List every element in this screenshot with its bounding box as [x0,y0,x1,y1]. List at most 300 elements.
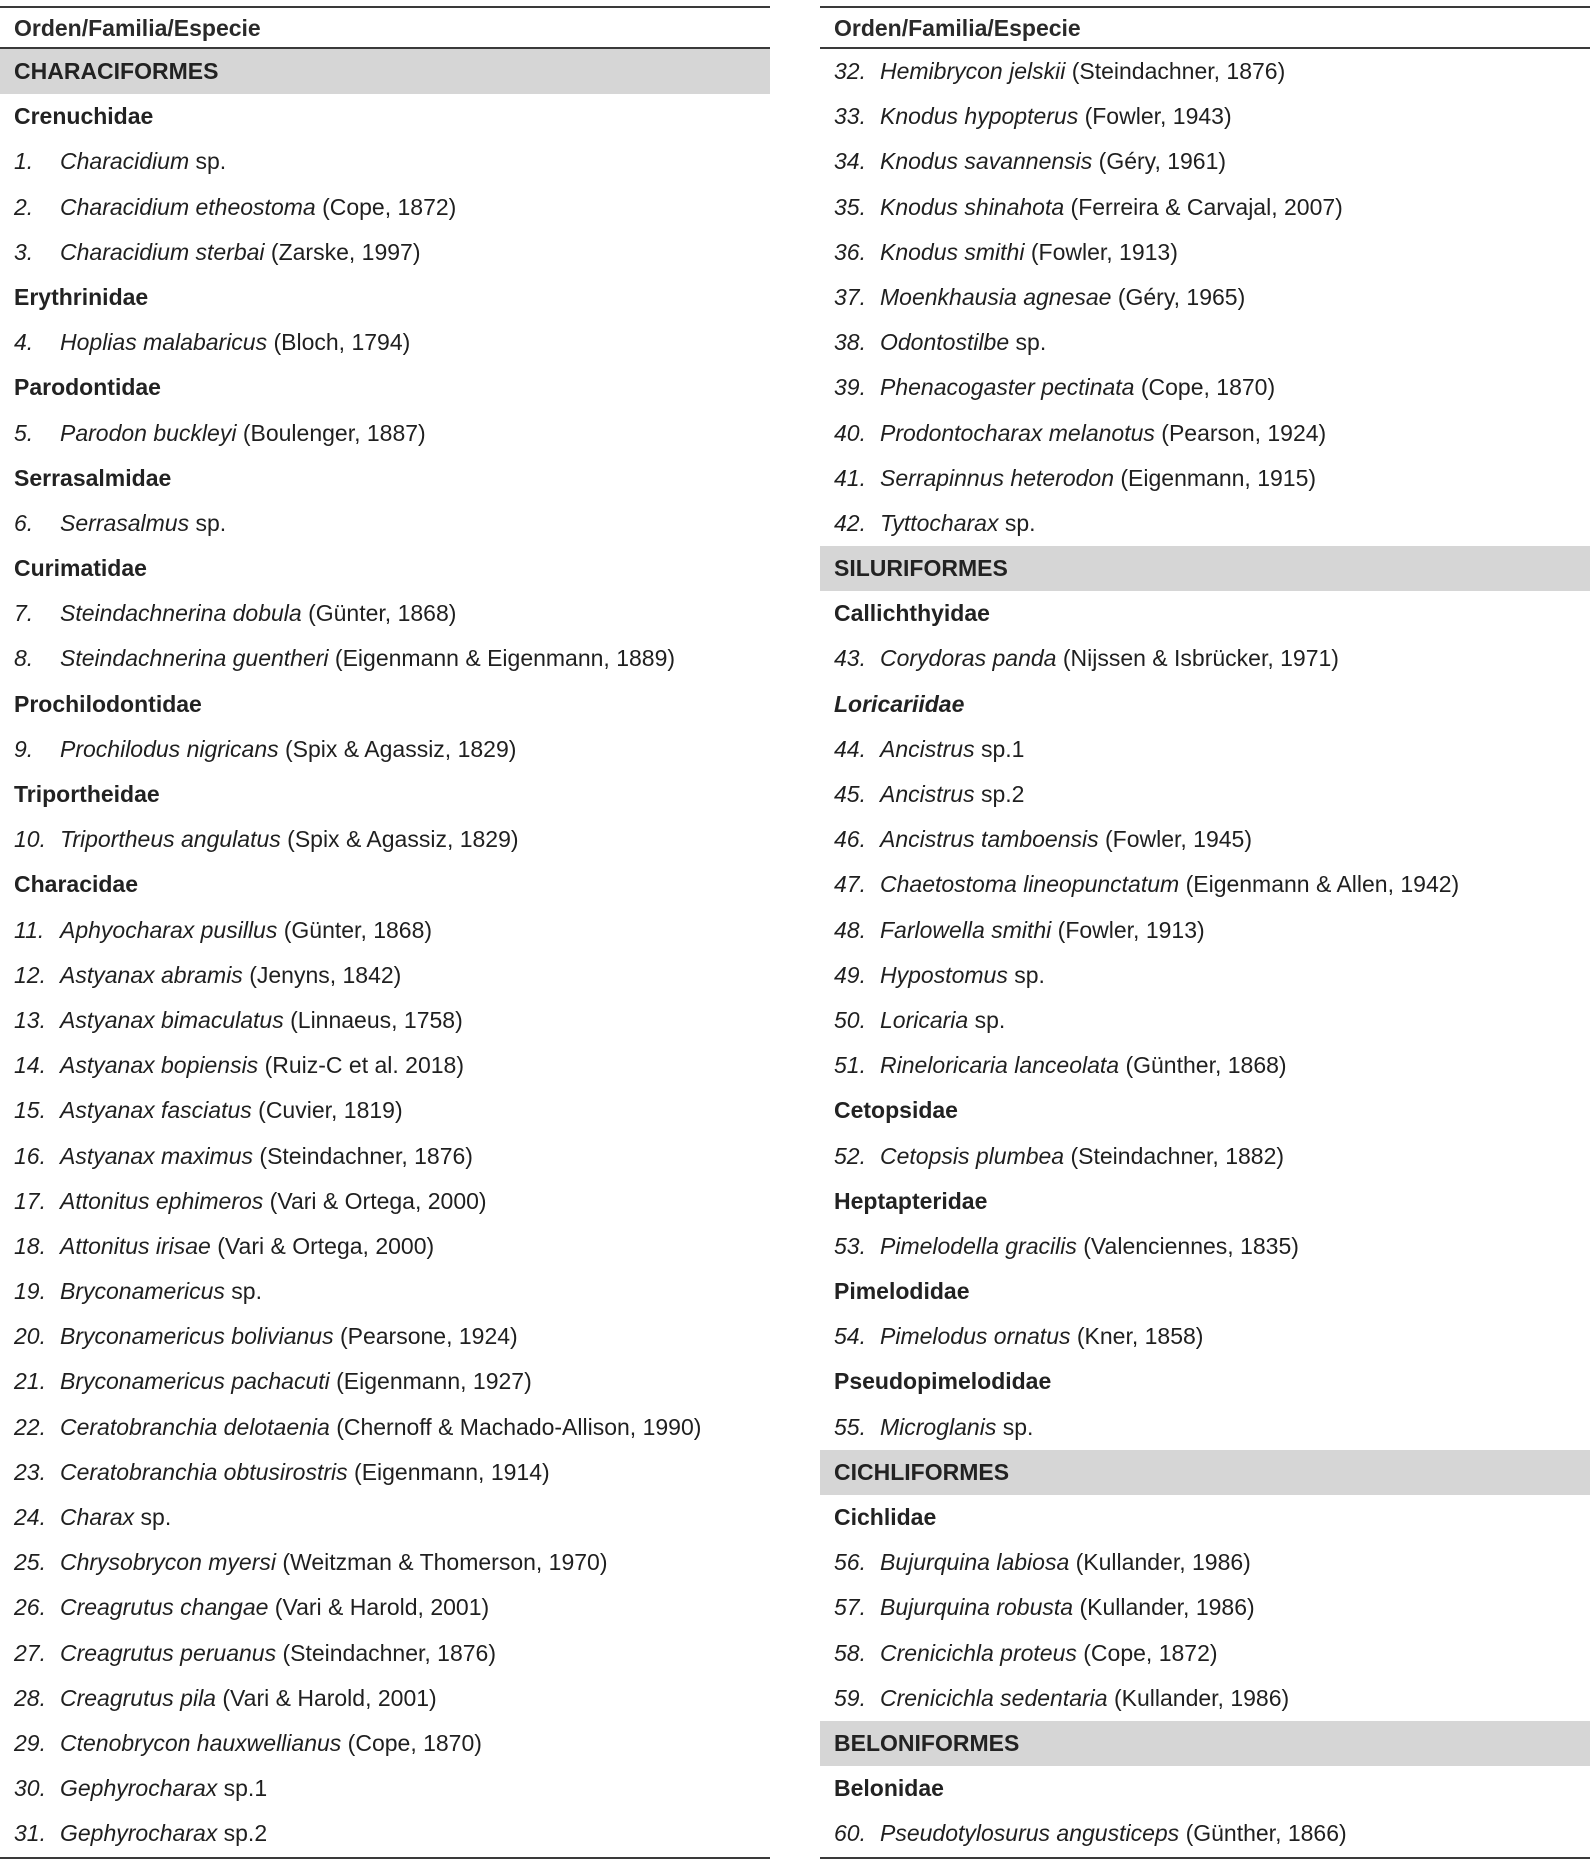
species-entry [60,1676,437,1721]
species-authority: (Günter, 1868) [277,916,433,943]
species-authority: (Chernoff & Machado-Allison, 1990) [329,1413,702,1440]
family-row: Loricariidae [834,690,965,717]
species-number: 32. [834,58,866,84]
species-entry [60,908,432,953]
species-authority: sp. [189,509,227,536]
species-row [0,953,770,998]
species-name: Bryconamericus pachacuti [60,1368,330,1395]
species-number: 26. [14,1594,46,1621]
family-row: Cetopsidae [834,1097,958,1124]
species-row [820,411,1590,456]
species-authority: (Steindachner, 1876) [1065,58,1286,84]
species-row [0,1811,770,1856]
species-row [820,953,1590,998]
species-row [820,1631,1590,1676]
species-row [820,365,1590,410]
species-number: 3. [14,238,34,265]
species-entry [880,817,1252,862]
species-authority: (Valenciennes, 1835) [1076,1232,1299,1259]
species-row [820,908,1590,953]
order-row: CHARACIFORMES [0,49,770,94]
species-authority: (Kullander, 1986) [1069,1549,1251,1576]
species-name: Knodus hypopterus [880,103,1079,130]
species-entry [880,185,1343,230]
species-row [0,998,770,1043]
species-number: 2. [14,193,34,220]
species-authority: (Eigenmann & Allen, 1942) [1179,871,1460,898]
species-name: Hoplias malabaricus [60,329,268,356]
species-name: Chrysobrycon myersi [60,1549,276,1576]
species-entry [60,998,463,1043]
species-row [820,1405,1590,1450]
species-authority: sp. [1009,329,1047,356]
species-number: 50. [834,1006,866,1033]
species-row [0,1314,770,1359]
species-entry [60,1134,473,1179]
species-name: Pimelodus ornatus [880,1323,1071,1350]
species-entry [60,1766,267,1811]
species-number: 18. [14,1232,46,1259]
species-number: 54. [834,1323,866,1350]
species-number: 39. [834,374,866,401]
species-entry [880,636,1339,681]
species-authority: (Spix & Agassiz, 1829) [280,826,519,853]
family-row: Erythrinidae [14,283,149,310]
species-row [820,1314,1590,1359]
species-name: Ancistrus [880,735,975,762]
species-row [820,817,1590,862]
species-row [820,230,1590,275]
species-entry [880,908,1205,953]
species-authority: (Bloch, 1794) [267,329,411,356]
species-row [0,1359,770,1404]
species-entry [60,1495,171,1540]
species-entry [60,501,226,546]
species-entry [60,591,456,636]
species-name: Rineloricaria lanceolata [880,1052,1120,1079]
species-number: 59. [834,1684,866,1711]
species-entry [60,636,675,681]
species-number: 11. [14,916,45,943]
species-authority: (Linnaeus, 1758) [283,1006,463,1033]
species-entry [880,411,1326,456]
species-row [0,1269,770,1314]
species-name: Astyanax abramis [60,961,243,988]
species-entry [880,230,1178,275]
species-authority: (Fowler, 1943) [1078,103,1232,130]
species-entry [880,501,1036,546]
species-number: 13. [14,1006,46,1033]
species-entry [60,1359,532,1404]
family-row: Parodontidae [14,374,161,401]
species-authority: (Boulenger, 1887) [236,419,426,446]
species-row [0,1766,770,1811]
species-entry [880,862,1459,907]
species-authority: (Pearsone, 1924) [333,1323,518,1350]
species-row [820,636,1590,681]
species-authority: (Fowler, 1913) [1051,916,1205,943]
species-authority: (Kullander, 1986) [1073,1594,1255,1621]
species-row [820,94,1590,139]
species-entry [60,817,519,862]
species-row [0,1224,770,1269]
species-number: 49. [834,961,866,988]
species-authority: (Ferreira & Carvajal, 2007) [1064,193,1343,220]
species-authority: (Cope, 1872) [1076,1639,1218,1666]
species-name: Crenicichla proteus [880,1639,1077,1666]
species-authority: sp. [1007,961,1045,988]
species-number: 41. [834,464,866,491]
family-row: Crenuchidae [14,103,154,130]
species-name: Attonitus irisae [60,1232,211,1259]
species-number: 16. [14,1142,46,1169]
species-name: Ancistrus tamboensis [880,826,1099,853]
species-authority: (Günther, 1866) [1179,1820,1347,1847]
species-row [0,1088,770,1133]
species-number: 37. [834,283,866,310]
species-number: 9. [14,735,34,762]
species-name: Characidium [60,148,190,175]
species-row [820,998,1590,1043]
species-name: Knodus shinahota [880,193,1065,220]
species-authority: (Nijssen & Isbrücker, 1971) [1056,645,1339,672]
species-number: 56. [834,1549,866,1576]
family-row: Serrasalmidae [14,464,172,491]
species-row [820,862,1590,907]
species-row [820,1540,1590,1585]
species-name: Astyanax bopiensis [60,1052,259,1079]
species-row [820,320,1590,365]
species-entry [880,1314,1203,1359]
species-authority: sp. [968,1006,1006,1033]
family-row: Pimelodidae [834,1278,970,1305]
species-name: Parodon buckleyi [60,419,237,446]
species-entry [60,1540,608,1585]
family-row: Characidae [14,871,139,898]
species-row [0,411,770,456]
species-name: Loricaria [880,1006,969,1033]
species-row [0,1043,770,1088]
species-number: 43. [834,645,866,672]
species-row [820,1585,1590,1630]
species-number: 55. [834,1413,866,1440]
species-row [820,456,1590,501]
species-name: Ctenobrycon hauxwellianus [60,1729,342,1756]
species-number: 12. [14,961,46,988]
species-entry [60,1811,267,1856]
species-number: 7. [14,600,34,627]
species-name: Pseudotylosurus angusticeps [880,1820,1180,1847]
species-row [0,1405,770,1450]
species-name: Microglanis [880,1413,997,1440]
species-number: 23. [14,1458,46,1485]
species-number: 20. [14,1323,46,1350]
species-authority: (Cope, 1870) [1134,374,1276,401]
species-row [0,1179,770,1224]
species-entry [60,139,226,184]
species-name: Characidium etheostoma [60,193,316,220]
species-name: Gephyrocharax [60,1820,218,1847]
species-number: 14. [14,1052,46,1079]
species-entry [880,365,1275,410]
species-number: 27. [14,1639,46,1666]
species-number: 25. [14,1549,46,1576]
species-authority: (Kullander, 1986) [1107,1684,1290,1711]
species-row [820,49,1590,94]
species-name: Characidium sterbai [60,238,265,265]
table-body [820,49,1590,1857]
species-name: Bujurquina robusta [880,1594,1074,1621]
order-row: SILURIFORMES [820,546,1590,591]
species-row [820,1676,1590,1721]
bottom-rule [820,1857,1590,1859]
bottom-rule [0,1857,770,1859]
family-row: Prochilodontidae [14,690,202,717]
species-name: Hypostomus [880,961,1008,988]
species-name: Tyttocharax [880,509,999,536]
species-entry [60,411,426,456]
species-table-left [0,6,770,1859]
species-name: Serrasalmus [60,509,190,536]
species-row [0,817,770,862]
species-authority: (Vari & Harold, 2001) [215,1684,437,1711]
species-authority: (Fowler, 1945) [1098,826,1252,853]
species-number: 51. [834,1052,866,1079]
species-entry [60,1585,489,1630]
species-entry [60,1405,701,1450]
species-entry [60,1314,518,1359]
species-authority: sp. [189,148,227,175]
species-row [0,1134,770,1179]
species-name: Steindachnerina dobula [60,600,302,627]
family-row: Callichthyidae [834,600,990,627]
species-entry [880,727,1024,772]
species-number: 42. [834,509,866,536]
species-name: Moenkhausia agnesae [880,283,1112,310]
species-authority: (Weitzman & Thomerson, 1970) [276,1549,608,1576]
species-name: Pimelodella gracilis [880,1232,1077,1259]
species-row [0,727,770,772]
species-row [0,230,770,275]
species-row [820,139,1590,184]
species-entry [880,275,1245,320]
species-authority: (Eigenmann, 1914) [347,1458,550,1485]
species-number: 8. [14,645,34,672]
species-authority: (Jenyns, 1842) [242,961,402,988]
species-authority: (Kner, 1858) [1070,1323,1204,1350]
species-entry [60,1631,496,1676]
species-name: Phenacogaster pectinata [880,374,1135,401]
species-row [820,1134,1590,1179]
species-row [0,1631,770,1676]
order-row: BELONIFORMES [820,1721,1590,1766]
species-row [0,908,770,953]
species-name: Astyanax fasciatus [60,1097,252,1124]
species-entry [880,1585,1255,1630]
species-authority: (Cope, 1872) [315,193,457,220]
species-number: 44. [834,735,866,762]
species-row [0,1540,770,1585]
species-entry [880,1540,1251,1585]
species-number: 53. [834,1232,866,1259]
species-number: 6. [14,509,34,536]
species-number: 35. [834,193,866,220]
species-row [820,1043,1590,1088]
species-entry [60,953,401,998]
species-authority: (Vari & Ortega, 2000) [210,1232,435,1259]
species-name: Creagrutus changae [60,1594,269,1621]
family-row: Triportheidae [14,781,160,807]
species-number: 4. [14,329,34,356]
species-authority: (Günther, 1868) [1119,1052,1287,1079]
species-entry [60,1450,550,1495]
species-authority: (Ruiz-C et al. 2018) [258,1052,464,1079]
species-number: 38. [834,329,866,356]
species-authority: (Günter, 1868) [301,600,457,627]
species-row [0,185,770,230]
species-row [820,501,1590,546]
species-entry [880,772,1024,817]
species-entry [880,1043,1287,1088]
species-entry [60,1224,434,1269]
species-name: Aphyocharax pusillus [60,916,278,943]
species-row [820,727,1590,772]
species-authority: (Eigenmann & Eigenmann, 1889) [328,645,676,672]
species-entry [880,49,1285,94]
species-number: 46. [834,826,866,853]
species-entry [880,953,1045,998]
species-number: 31. [14,1820,46,1847]
species-number: 22. [14,1413,46,1440]
species-number: 28. [14,1684,46,1711]
species-name: Creagrutus peruanus [60,1639,277,1666]
species-number: 57. [834,1594,866,1621]
species-entry [60,1088,403,1133]
species-name: Corydoras panda [880,645,1057,672]
species-row [820,275,1590,320]
species-number: 1. [14,148,34,175]
family-row: Cichlidae [834,1504,937,1530]
species-authority: sp. [134,1504,172,1530]
species-entry [60,1721,482,1766]
species-name: Astyanax bimaculatus [60,1006,284,1033]
species-entry [880,1676,1289,1721]
species-row [0,1495,770,1540]
species-row [0,501,770,546]
species-number: 29. [14,1729,46,1756]
species-row [820,1811,1590,1856]
species-name: Knodus savannensis [880,148,1093,175]
species-authority: (Cuvier, 1819) [251,1097,403,1124]
species-authority: (Pearson, 1924) [1154,419,1327,446]
species-row [0,320,770,365]
species-entry [880,1631,1218,1676]
species-number: 58. [834,1639,866,1666]
species-name: Bryconamericus bolivianus [60,1323,334,1350]
species-entry [60,1043,464,1088]
species-number: 15. [14,1097,46,1124]
species-authority: sp.2 [217,1820,268,1847]
species-row [0,1676,770,1721]
species-number: 34. [834,148,866,175]
column-header: Orden/Familia/Especie [820,8,1590,49]
species-entry [60,1179,487,1224]
species-authority: (Spix & Agassiz, 1829) [278,735,517,762]
species-number: 24. [14,1504,46,1530]
species-entry [880,1134,1284,1179]
species-authority: (Cope, 1870) [341,1729,482,1756]
species-authority: (Fowler, 1913) [1024,238,1178,265]
order-row: CICHLIFORMES [820,1450,1590,1495]
species-entry [880,1224,1299,1269]
family-row: Heptapteridae [834,1187,988,1214]
species-number: 45. [834,781,866,807]
species-authority: (Eigenmann, 1915) [1114,464,1317,491]
species-number: 10. [14,826,46,853]
species-name: Serrapinnus heterodon [880,464,1114,491]
species-name: Chaetostoma lineopunctatum [880,871,1180,898]
species-name: Bujurquina labiosa [880,1549,1070,1576]
family-row: Curimatidae [14,555,147,582]
species-name: Charax [60,1504,135,1530]
species-number: 19. [14,1278,46,1305]
species-name: Crenicichla sedentaria [880,1684,1108,1711]
species-table-right [820,6,1590,1859]
species-row [0,591,770,636]
species-entry [880,998,1005,1043]
species-name: Astyanax maximus [60,1142,254,1169]
species-entry [880,94,1232,139]
species-name: Ceratobranchia delotaenia [60,1413,330,1440]
species-authority: (Steindachner, 1882) [1064,1142,1285,1169]
family-row: Belonidae [834,1775,944,1802]
species-row [0,636,770,681]
family-row: Pseudopimelodidae [834,1368,1052,1395]
species-entry [60,320,410,365]
species-authority: (Géry, 1965) [1111,283,1246,310]
species-entry [880,456,1316,501]
species-entry [60,185,456,230]
species-name: Creagrutus pila [60,1684,216,1711]
species-entry [60,230,420,275]
species-name: Prochilodus nigricans [60,735,279,762]
species-number: 47. [834,871,866,898]
species-authority: (Géry, 1961) [1092,148,1227,175]
species-number: 21. [14,1368,46,1395]
table-body [0,49,770,1857]
species-authority: sp. [996,1413,1034,1440]
species-authority: (Zarske, 1997) [264,238,421,265]
species-authority: sp. [224,1278,262,1305]
species-authority: (Steindachner, 1876) [253,1142,473,1169]
species-name: Gephyrocharax [60,1775,218,1802]
species-row [820,185,1590,230]
species-name: Farlowella smithi [880,916,1052,943]
species-entry [880,1811,1347,1856]
species-number: 5. [14,419,34,446]
species-name: Ceratobranchia obtusirostris [60,1458,348,1485]
species-name: Knodus smithi [880,238,1025,265]
species-row [820,1224,1590,1269]
species-name: Triportheus angulatus [60,826,281,853]
species-entry [880,139,1226,184]
species-number: 36. [834,238,866,265]
species-name: Bryconamericus [60,1278,225,1305]
species-name: Hemibrycon jelskii [880,58,1066,84]
species-authority: sp. [998,509,1036,536]
species-entry [880,320,1046,365]
species-number: 30. [14,1775,46,1802]
